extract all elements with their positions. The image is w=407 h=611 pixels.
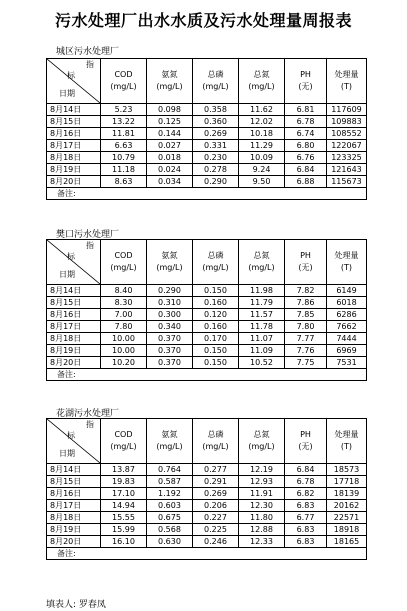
value-cell: 7444 [327, 333, 367, 345]
date-cell: 8月16日 [47, 128, 101, 140]
column-header-unit: (无) [298, 442, 313, 451]
date-cell: 8月18日 [47, 333, 101, 345]
value-cell: 18139 [327, 488, 367, 500]
value-cell: 8.30 [101, 297, 147, 309]
value-cell: 7.82 [285, 285, 327, 297]
column-header-name: 氨氮 [161, 430, 178, 439]
column-header-name: 处理量 [334, 251, 359, 260]
value-cell: 14.94 [101, 500, 147, 512]
column-header [285, 419, 327, 464]
value-cell: 11.09 [239, 345, 285, 357]
value-cell: 0.568 [147, 524, 193, 536]
column-header [147, 59, 193, 104]
column-header-unit: (mg/L) [202, 263, 229, 272]
column-header-unit: (mg/L) [156, 82, 183, 91]
column-header-name: PH [300, 251, 311, 260]
value-cell: 18165 [327, 536, 367, 548]
value-cell: 5.23 [101, 104, 147, 116]
value-cell: 18573 [327, 464, 367, 476]
value-cell: 11.18 [101, 164, 147, 176]
value-cell: 22571 [327, 512, 367, 524]
value-cell: 8.40 [101, 285, 147, 297]
value-cell: 19.83 [101, 476, 147, 488]
value-cell: 0.034 [147, 176, 193, 188]
table-row [47, 464, 367, 476]
value-cell: 7.77 [285, 333, 327, 345]
table-row [47, 116, 367, 128]
column-header-unit: (mg/L) [110, 263, 137, 272]
column-header-unit: (无) [298, 263, 313, 272]
value-cell: 0.630 [147, 536, 193, 548]
table-row [47, 140, 367, 152]
header-indicator-label: 指 [86, 241, 94, 250]
header-date-label: 日期 [59, 89, 75, 98]
header-indicator-label-2: 标 [67, 431, 75, 440]
value-cell: 11.79 [239, 297, 285, 309]
column-header-unit: (mg/L) [248, 82, 275, 91]
date-cell: 8月15日 [47, 297, 101, 309]
table-row [47, 164, 367, 176]
value-cell: 11.98 [239, 285, 285, 297]
table-row [47, 536, 367, 548]
column-header [101, 419, 147, 464]
table-row [47, 524, 367, 536]
note-label: 备注: [47, 548, 367, 560]
water-quality-table [46, 58, 367, 200]
date-cell: 8月20日 [47, 357, 101, 369]
column-header-name: 总氮 [253, 430, 270, 439]
date-cell: 8月14日 [47, 285, 101, 297]
header-row [47, 59, 367, 104]
value-cell: 0.225 [193, 524, 239, 536]
value-cell: 6.77 [285, 512, 327, 524]
column-header-name: 处理量 [334, 430, 359, 439]
value-cell: 0.340 [147, 321, 193, 333]
value-cell: 0.246 [193, 536, 239, 548]
column-header [285, 59, 327, 104]
value-cell: 6.74 [285, 128, 327, 140]
value-cell: 10.09 [239, 152, 285, 164]
value-cell: 7.80 [101, 321, 147, 333]
value-cell: 0.227 [193, 512, 239, 524]
column-header-unit: (mg/L) [156, 263, 183, 272]
value-cell: 11.29 [239, 140, 285, 152]
value-cell: 6.84 [285, 164, 327, 176]
column-header-name: COD [114, 251, 133, 260]
column-header-unit: (mg/L) [110, 442, 137, 451]
value-cell: 6.88 [285, 176, 327, 188]
column-header [327, 419, 367, 464]
header-indicator-label: 指 [86, 60, 94, 69]
value-cell: 10.00 [101, 345, 147, 357]
value-cell: 0.230 [193, 152, 239, 164]
value-cell: 0.098 [147, 104, 193, 116]
column-header-unit: (无) [298, 82, 313, 91]
value-cell: 9.50 [239, 176, 285, 188]
column-header-unit: (T) [340, 442, 353, 451]
column-header-unit: (mg/L) [248, 442, 275, 451]
value-cell: 13.22 [101, 116, 147, 128]
table-row [47, 345, 367, 357]
value-cell: 7.75 [285, 357, 327, 369]
table-row [47, 285, 367, 297]
value-cell: 0.125 [147, 116, 193, 128]
value-cell: 6.83 [285, 500, 327, 512]
value-cell: 6969 [327, 345, 367, 357]
value-cell: 13.87 [101, 464, 147, 476]
date-cell: 8月16日 [47, 309, 101, 321]
value-cell: 7.00 [101, 309, 147, 321]
value-cell: 0.603 [147, 500, 193, 512]
water-quality-table [46, 239, 367, 381]
value-cell: 18918 [327, 524, 367, 536]
value-cell: 0.370 [147, 345, 193, 357]
value-cell: 6.80 [285, 140, 327, 152]
column-header-name: 处理量 [334, 70, 359, 79]
date-cell: 8月15日 [47, 476, 101, 488]
column-header [193, 59, 239, 104]
value-cell: 115673 [327, 176, 367, 188]
value-cell: 0.290 [147, 285, 193, 297]
value-cell: 7662 [327, 321, 367, 333]
date-cell: 8月16日 [47, 488, 101, 500]
diagonal-header-cell [47, 240, 101, 285]
table-row [47, 476, 367, 488]
value-cell: 0.360 [193, 116, 239, 128]
value-cell: 6.81 [285, 104, 327, 116]
column-header-unit: (mg/L) [202, 442, 229, 451]
value-cell: 15.55 [101, 512, 147, 524]
value-cell: 121643 [327, 164, 367, 176]
value-cell: 0.764 [147, 464, 193, 476]
value-cell: 9.24 [239, 164, 285, 176]
table-row [47, 512, 367, 524]
value-cell: 0.675 [147, 512, 193, 524]
value-cell: 12.19 [239, 464, 285, 476]
value-cell: 0.150 [193, 357, 239, 369]
value-cell: 6286 [327, 309, 367, 321]
value-cell: 15.99 [101, 524, 147, 536]
column-header [193, 419, 239, 464]
table-row [47, 128, 367, 140]
value-cell: 6.76 [285, 152, 327, 164]
value-cell: 0.290 [193, 176, 239, 188]
value-cell: 109883 [327, 116, 367, 128]
value-cell: 17718 [327, 476, 367, 488]
column-header [101, 59, 147, 104]
value-cell: 0.120 [193, 309, 239, 321]
header-indicator-label-2: 标 [67, 71, 75, 80]
value-cell: 0.587 [147, 476, 193, 488]
value-cell: 0.160 [193, 297, 239, 309]
note-label: 备注: [47, 369, 367, 381]
column-header-unit: (T) [340, 82, 353, 91]
table-row [47, 500, 367, 512]
value-cell: 6.83 [285, 536, 327, 548]
header-date-label: 日期 [59, 270, 75, 279]
value-cell: 0.160 [193, 321, 239, 333]
value-cell: 0.206 [193, 500, 239, 512]
date-cell: 8月17日 [47, 321, 101, 333]
value-cell: 0.278 [193, 164, 239, 176]
value-cell: 10.20 [101, 357, 147, 369]
value-cell: 11.81 [101, 128, 147, 140]
table-row [47, 104, 367, 116]
column-header-name: 总氮 [253, 251, 270, 260]
section-title: 城区污水处理厂 [56, 47, 120, 57]
value-cell: 11.80 [239, 512, 285, 524]
value-cell: 7.86 [285, 297, 327, 309]
value-cell: 10.79 [101, 152, 147, 164]
column-header-name: 氨氮 [161, 70, 178, 79]
note-row [47, 369, 367, 381]
page-title: 污水处理厂出水水质及污水处理量周报表 [54, 11, 352, 30]
value-cell: 0.018 [147, 152, 193, 164]
column-header-name: 总磷 [207, 251, 224, 260]
column-header [147, 419, 193, 464]
value-cell: 0.269 [193, 128, 239, 140]
value-cell: 0.027 [147, 140, 193, 152]
table-row [47, 357, 367, 369]
value-cell: 8.63 [101, 176, 147, 188]
value-cell: 0.269 [193, 488, 239, 500]
column-header-name: PH [300, 430, 311, 439]
table-row [47, 333, 367, 345]
value-cell: 0.150 [193, 345, 239, 357]
value-cell: 7.85 [285, 309, 327, 321]
date-cell: 8月18日 [47, 512, 101, 524]
column-header-name: COD [114, 430, 133, 439]
value-cell: 7531 [327, 357, 367, 369]
column-header [239, 240, 285, 285]
value-cell: 10.52 [239, 357, 285, 369]
date-cell: 8月14日 [47, 104, 101, 116]
column-header [285, 240, 327, 285]
header-row [47, 240, 367, 285]
value-cell: 6.78 [285, 476, 327, 488]
value-cell: 7.80 [285, 321, 327, 333]
date-cell: 8月14日 [47, 464, 101, 476]
value-cell: 12.33 [239, 536, 285, 548]
value-cell: 10.18 [239, 128, 285, 140]
header-date-label: 日期 [59, 449, 75, 458]
date-cell: 8月15日 [47, 116, 101, 128]
value-cell: 6149 [327, 285, 367, 297]
column-header-unit: (mg/L) [248, 263, 275, 272]
value-cell: 11.78 [239, 321, 285, 333]
column-header-unit: (mg/L) [110, 82, 137, 91]
column-header [239, 59, 285, 104]
section-title: 花湖污水处理厂 [56, 409, 120, 419]
value-cell: 0.144 [147, 128, 193, 140]
value-cell: 0.150 [193, 285, 239, 297]
column-header-name: 总氮 [253, 70, 270, 79]
value-cell: 6018 [327, 297, 367, 309]
value-cell: 6.78 [285, 116, 327, 128]
value-cell: 1.192 [147, 488, 193, 500]
table-row [47, 152, 367, 164]
value-cell: 17.10 [101, 488, 147, 500]
table-row [47, 176, 367, 188]
column-header-unit: (mg/L) [202, 82, 229, 91]
value-cell: 11.62 [239, 104, 285, 116]
water-quality-table [46, 418, 367, 560]
value-cell: 0.331 [193, 140, 239, 152]
value-cell: 0.310 [147, 297, 193, 309]
value-cell: 0.358 [193, 104, 239, 116]
table-row [47, 309, 367, 321]
date-cell: 8月20日 [47, 176, 101, 188]
note-label: 备注: [47, 188, 367, 200]
filler-label: 填表人: 罗春凤 [46, 600, 106, 610]
header-indicator-label-2: 标 [67, 252, 75, 261]
date-cell: 8月19日 [47, 164, 101, 176]
value-cell: 117609 [327, 104, 367, 116]
value-cell: 12.93 [239, 476, 285, 488]
column-header-name: 氨氮 [161, 251, 178, 260]
value-cell: 0.370 [147, 333, 193, 345]
column-header [193, 240, 239, 285]
table-row [47, 321, 367, 333]
column-header [101, 240, 147, 285]
value-cell: 0.370 [147, 357, 193, 369]
value-cell: 10.00 [101, 333, 147, 345]
value-cell: 0.300 [147, 309, 193, 321]
note-row [47, 188, 367, 200]
header-row [47, 419, 367, 464]
value-cell: 11.07 [239, 333, 285, 345]
column-header-unit: (mg/L) [156, 442, 183, 451]
value-cell: 11.91 [239, 488, 285, 500]
value-cell: 0.024 [147, 164, 193, 176]
value-cell: 12.88 [239, 524, 285, 536]
value-cell: 123325 [327, 152, 367, 164]
section-title: 樊口污水处理厂 [56, 230, 120, 240]
header-indicator-label: 指 [86, 420, 94, 429]
date-cell: 8月17日 [47, 140, 101, 152]
value-cell: 16.10 [101, 536, 147, 548]
value-cell: 12.02 [239, 116, 285, 128]
value-cell: 6.63 [101, 140, 147, 152]
table-row [47, 488, 367, 500]
note-row [47, 548, 367, 560]
column-header-name: 总磷 [207, 70, 224, 79]
column-header-name: 总磷 [207, 430, 224, 439]
value-cell: 0.291 [193, 476, 239, 488]
diagonal-header-cell [47, 419, 101, 464]
value-cell: 7.76 [285, 345, 327, 357]
value-cell: 6.83 [285, 524, 327, 536]
value-cell: 6.82 [285, 488, 327, 500]
date-cell: 8月19日 [47, 524, 101, 536]
date-cell: 8月20日 [47, 536, 101, 548]
value-cell: 122067 [327, 140, 367, 152]
value-cell: 20162 [327, 500, 367, 512]
column-header-unit: (T) [340, 263, 353, 272]
date-cell: 8月17日 [47, 500, 101, 512]
table-row [47, 297, 367, 309]
value-cell: 108552 [327, 128, 367, 140]
column-header [327, 240, 367, 285]
column-header [239, 419, 285, 464]
value-cell: 0.170 [193, 333, 239, 345]
date-cell: 8月18日 [47, 152, 101, 164]
value-cell: 6.84 [285, 464, 327, 476]
column-header-name: COD [114, 70, 133, 79]
value-cell: 12.30 [239, 500, 285, 512]
column-header [327, 59, 367, 104]
diagonal-header-cell [47, 59, 101, 104]
value-cell: 11.57 [239, 309, 285, 321]
column-header-name: PH [300, 70, 311, 79]
column-header [147, 240, 193, 285]
value-cell: 0.277 [193, 464, 239, 476]
date-cell: 8月19日 [47, 345, 101, 357]
